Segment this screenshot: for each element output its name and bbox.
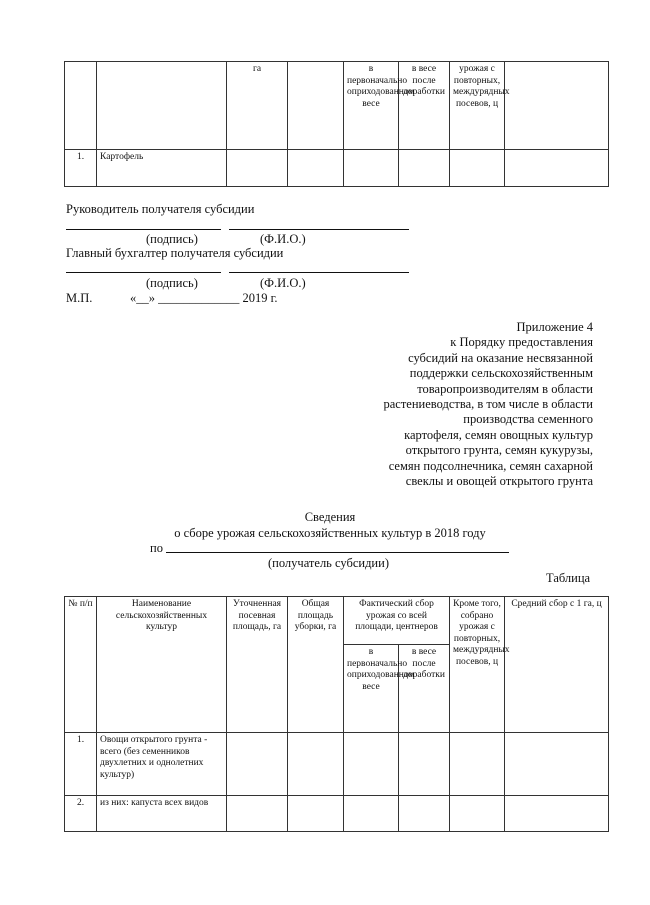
row-cell — [399, 733, 450, 796]
table-row — [65, 733, 609, 796]
head-signature-caption: (подпись) — [146, 232, 198, 246]
info-title: Сведения — [304, 510, 356, 524]
annex-line: производства семенного — [463, 412, 593, 427]
top-cell-total-header — [288, 62, 344, 150]
row-cell — [450, 733, 505, 796]
annex-line: к Порядку предоставления — [450, 335, 593, 350]
annex-block — [333, 320, 593, 489]
top-initial-weight: в первоначально оприходованном весе — [344, 62, 399, 150]
row-name: Овощи открытого грунта - всего (без семенников двухлетних и однолетних культур) — [97, 733, 227, 796]
row-cell — [505, 796, 609, 832]
annex-line: семян подсолнечника, семян сахарной — [388, 458, 593, 473]
recipient-line — [166, 552, 509, 553]
accountant-fio-caption: (Ф.И.О.) — [260, 276, 306, 290]
header-num: № п/п — [65, 597, 97, 733]
annex-line: свеклы и овощей открытого грунта — [405, 474, 593, 489]
top-row-cell — [505, 150, 609, 187]
accountant-signature-caption: (подпись) — [146, 276, 198, 290]
table-row — [65, 796, 609, 832]
annex-line: открытого грунта, семян кукурузы, — [405, 443, 593, 458]
annex-line: картофеля, семян овощных культур — [404, 427, 593, 442]
header-total-area: Общая площадь уборки, га — [288, 597, 344, 733]
accountant-label: Главный бухгалтер получателя субсидии — [66, 246, 284, 260]
top-row-name: Картофель — [97, 150, 227, 187]
top-table — [64, 61, 609, 187]
head-fio-line — [229, 229, 409, 230]
header-after-processing: в весе после доработки — [399, 645, 450, 733]
header-sown-area: Уточненная посевная площадь, га — [227, 597, 288, 733]
header-initial-weight: в первоначально оприходованном весе — [344, 645, 399, 733]
row-cell — [288, 733, 344, 796]
row-cell — [450, 796, 505, 832]
annex-line: товаропроизводителям в области — [417, 381, 593, 396]
main-table — [64, 596, 609, 832]
row-cell — [288, 796, 344, 832]
annex-line: поддержки сельскохозяйственным — [409, 366, 593, 381]
top-row-num: 1. — [65, 150, 97, 187]
info-subtitle: о сборе урожая сельскохозяйственных культур в 2018 году — [174, 526, 486, 540]
top-cell-num-header — [65, 62, 97, 150]
top-area-unit: га — [227, 62, 288, 150]
row-cell — [399, 796, 450, 832]
top-row-cell — [227, 150, 288, 187]
head-signature-line — [66, 229, 221, 230]
head-label: Руководитель получателя субсидии — [66, 202, 255, 216]
info-by-label: по — [150, 541, 163, 555]
table-label: Таблица — [546, 571, 591, 585]
top-cell-name-header — [97, 62, 227, 150]
header-avg: Средний сбор с 1 га, ц — [505, 597, 609, 733]
header-besides: Кроме того, собрано урожая с повторных, междурядных посевов, ц — [450, 597, 505, 733]
header-name: Наименование сельскохозяйственных культур — [97, 597, 227, 733]
top-row-cell — [399, 150, 450, 187]
accountant-signature-line — [66, 272, 221, 273]
row-name: из них: капуста всех видов — [97, 796, 227, 832]
row-cell — [344, 733, 399, 796]
accountant-fio-line — [229, 272, 409, 273]
stamp-label: М.П. — [66, 291, 93, 305]
head-fio-caption: (Ф.И.О.) — [260, 232, 306, 246]
annex-line: Приложение 4 — [516, 320, 593, 334]
annex-line: растениеводства, в том числе в области — [383, 397, 593, 412]
header-actual: Фактический сбор урожая со всей площади, центнеров — [344, 597, 450, 645]
sign-date: «__» _____________ 2019 г. — [130, 291, 278, 305]
top-row-cell — [344, 150, 399, 187]
row-cell — [227, 733, 288, 796]
top-repeat-crops: урожая с повторных, междурядных посевов, ц — [450, 62, 505, 150]
top-cell-avg-header — [505, 62, 609, 150]
row-cell — [505, 733, 609, 796]
row-cell — [344, 796, 399, 832]
row-num: 1. — [65, 733, 97, 796]
row-num: 2. — [65, 796, 97, 832]
top-after-processing: в весе после доработки — [399, 62, 450, 150]
annex-line: субсидий на оказание несвязанной — [408, 350, 593, 365]
row-cell — [227, 796, 288, 832]
top-row-cell — [288, 150, 344, 187]
table-row — [65, 150, 609, 187]
top-row-cell — [450, 150, 505, 187]
recipient-caption: (получатель субсидии) — [268, 556, 389, 570]
